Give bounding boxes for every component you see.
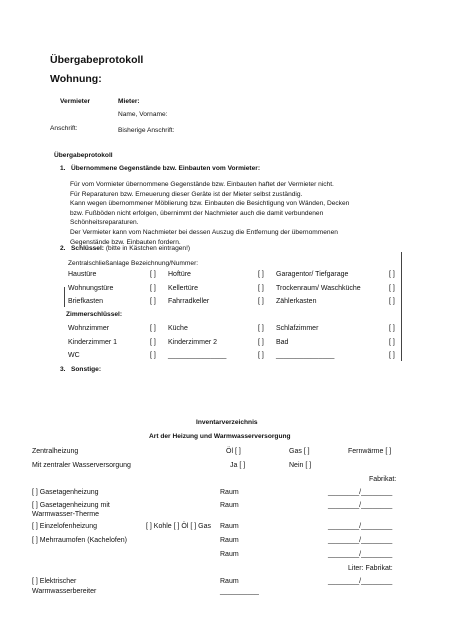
section1-line: Schönheitsreparaturen. [70, 219, 139, 227]
key-checkbox[interactable]: [ ] [389, 352, 395, 359]
document-title: Übergabeprotokoll [50, 54, 144, 66]
wohnung-label: Wohnung: [50, 73, 102, 85]
name-vorname-label: Name, Vorname: [118, 111, 168, 118]
raum-label: Raum [220, 537, 239, 544]
key-blank-field[interactable]: _______________ [276, 352, 335, 359]
section1-line: Gegenstände bzw. Einbauten fordern. [70, 238, 181, 246]
section3-heading: Sonstige: [71, 366, 102, 373]
key-label: Trockenraum/ Waschküche [276, 285, 361, 292]
key-label: Hoftüre [168, 271, 191, 278]
fabrikat-field[interactable]: ________/________ [328, 551, 393, 558]
fabrikat-field[interactable]: ________/________ [328, 489, 393, 496]
key-label: Küche [168, 325, 188, 332]
key-checkbox[interactable]: [ ] [150, 339, 156, 346]
section1-number: 1. [60, 165, 66, 172]
key-label: Schlafzimmer [276, 325, 319, 332]
key-label: Garagentor/ Tiefgarage [276, 271, 349, 278]
inventar-subtitle: Art der Heizung und Warmwasserversorgung [149, 433, 291, 440]
gasetagenheizung-checkbox[interactable]: [ ] Gasetagenheizung [32, 489, 99, 496]
section1-line: Der Vermieter kann vom Nachmieter bei dessen Auszug die Entfernung der übernommenen [70, 228, 338, 236]
table-right-rule [401, 252, 402, 361]
wasserversorgung-label: Mit zentraler Wasserversorgung [32, 462, 131, 469]
fernwaerme-checkbox[interactable]: Fernwärme [ ] [348, 448, 392, 455]
raum-field[interactable]: __________ [220, 588, 259, 595]
gasetagen-therme-label: Warmwasser-Therme [32, 511, 100, 518]
key-checkbox[interactable]: [ ] [389, 271, 395, 278]
key-label: Briefkasten [68, 298, 104, 305]
mehrraumofen-checkbox[interactable]: [ ] Mehrraumofen (Kachelofen) [32, 537, 127, 544]
gasetagen-therme-checkbox[interactable]: [ ] Gasetagenheizung mit [32, 502, 110, 509]
raum-label: Raum [220, 502, 239, 509]
table-left-rule [64, 287, 65, 307]
anschrift-label: Anschrift: [50, 125, 78, 132]
vermieter-label: Vermieter [60, 98, 91, 105]
key-checkbox[interactable]: [ ] [258, 298, 264, 305]
bisherige-anschrift-label: Bisherige Anschrift: [118, 127, 175, 134]
section2-heading: Schlüssel: [71, 245, 104, 252]
key-checkbox[interactable]: [ ] [389, 325, 395, 332]
key-label: WC [68, 352, 80, 359]
section2-heading-line [71, 245, 190, 252]
fabrikat-label: Fabrikat: [369, 476, 397, 483]
key-checkbox[interactable]: [ ] [258, 339, 264, 346]
key-checkbox[interactable]: [ ] [389, 339, 395, 346]
mieter-label: Mieter: [118, 98, 140, 105]
fabrikat-field[interactable]: ________/________ [328, 523, 393, 530]
raum-label: Raum [220, 551, 239, 558]
key-checkbox[interactable]: [ ] [150, 271, 156, 278]
key-label: Haustüre [68, 271, 97, 278]
key-label: Bad [276, 339, 289, 346]
key-label: Kellertüre [168, 285, 198, 292]
elektr-warmwasser-label: Warmwasserbereiter [32, 588, 97, 595]
einzelofenheizung-checkbox[interactable]: [ ] Einzelofenheizung [32, 523, 97, 530]
section1-line: Für Reparaturen bzw. Erneuerung dieser Geräte ist der Mieter selbst zuständig. [70, 190, 303, 198]
fabrikat-field[interactable]: ________/________ [328, 578, 393, 585]
key-checkbox[interactable]: [ ] [258, 325, 264, 332]
key-checkbox[interactable]: [ ] [150, 325, 156, 332]
zentralheizung-label: Zentralheizung [32, 448, 79, 455]
section1-line: bzw. Fußböden nicht erfolgen, übernimmt der Nachmieter auch die damit verbundenen [70, 209, 324, 217]
fabrikat-field[interactable]: ________/________ [328, 537, 393, 544]
key-label: Wohnungstüre [68, 285, 114, 292]
gas-checkbox[interactable]: Gas [ ] [289, 448, 310, 455]
key-checkbox[interactable]: [ ] [150, 352, 156, 359]
key-checkbox[interactable]: [ ] [389, 298, 395, 305]
key-checkbox[interactable]: [ ] [258, 285, 264, 292]
key-checkbox[interactable]: [ ] [258, 352, 264, 359]
zimmer-heading: Zimmerschlüssel: [66, 311, 123, 318]
key-checkbox[interactable]: [ ] [150, 285, 156, 292]
section1-line: Kann wegen übernommener Möblierung bzw. Einbauten die Besichtigung von Wänden, Decken [70, 200, 350, 208]
nein-checkbox[interactable]: Nein [ ] [289, 462, 312, 469]
section2-note: (bitte in Kästchen eintragen!) [105, 245, 191, 252]
key-checkbox[interactable]: [ ] [258, 271, 264, 278]
section2-number: 2. [60, 245, 66, 252]
elektr-warmwasser-checkbox[interactable]: [ ] Elektrischer [32, 578, 77, 585]
ja-checkbox[interactable]: Ja [ ] [230, 462, 246, 469]
central-lock-label: Zentralschließanlage Bezeichnung/Nummer: [68, 260, 199, 267]
raum-label: Raum [220, 489, 239, 496]
liter-fabrikat-label: Liter: Fabrikat: [348, 565, 393, 572]
raum-label: Raum [220, 523, 239, 530]
key-label: Wohnzimmer [68, 325, 110, 332]
oel-checkbox[interactable]: Öl [ ] [226, 448, 241, 455]
protocol-heading: Übergabeprotokoll [54, 152, 113, 159]
fabrikat-field[interactable]: ________/________ [328, 502, 393, 509]
key-label: Zählerkasten [276, 298, 317, 305]
key-blank-field[interactable]: _______________ [168, 352, 227, 359]
key-label: Kinderzimmer 1 [68, 339, 118, 346]
key-checkbox[interactable]: [ ] [150, 298, 156, 305]
inventar-title: Inventarverzeichnis [196, 419, 258, 426]
section1-line: Für vom Vormieter übernommene Gegenstände bzw. Einbauten haftet der Vermieter nicht. [70, 181, 334, 188]
key-checkbox[interactable]: [ ] [389, 285, 395, 292]
section1-text [70, 180, 349, 247]
key-label: Kinderzimmer 2 [168, 339, 218, 346]
section1-heading: Übernommene Gegenstände bzw. Einbauten vom Vormieter: [71, 165, 261, 172]
brennstoff-checkboxes[interactable]: [ ] Kohle [ ] Öl [ ] Gas [146, 523, 211, 530]
raum-label: Raum [220, 578, 239, 585]
key-label: Fahrradkeller [168, 298, 210, 305]
section3-number: 3. [60, 366, 66, 373]
